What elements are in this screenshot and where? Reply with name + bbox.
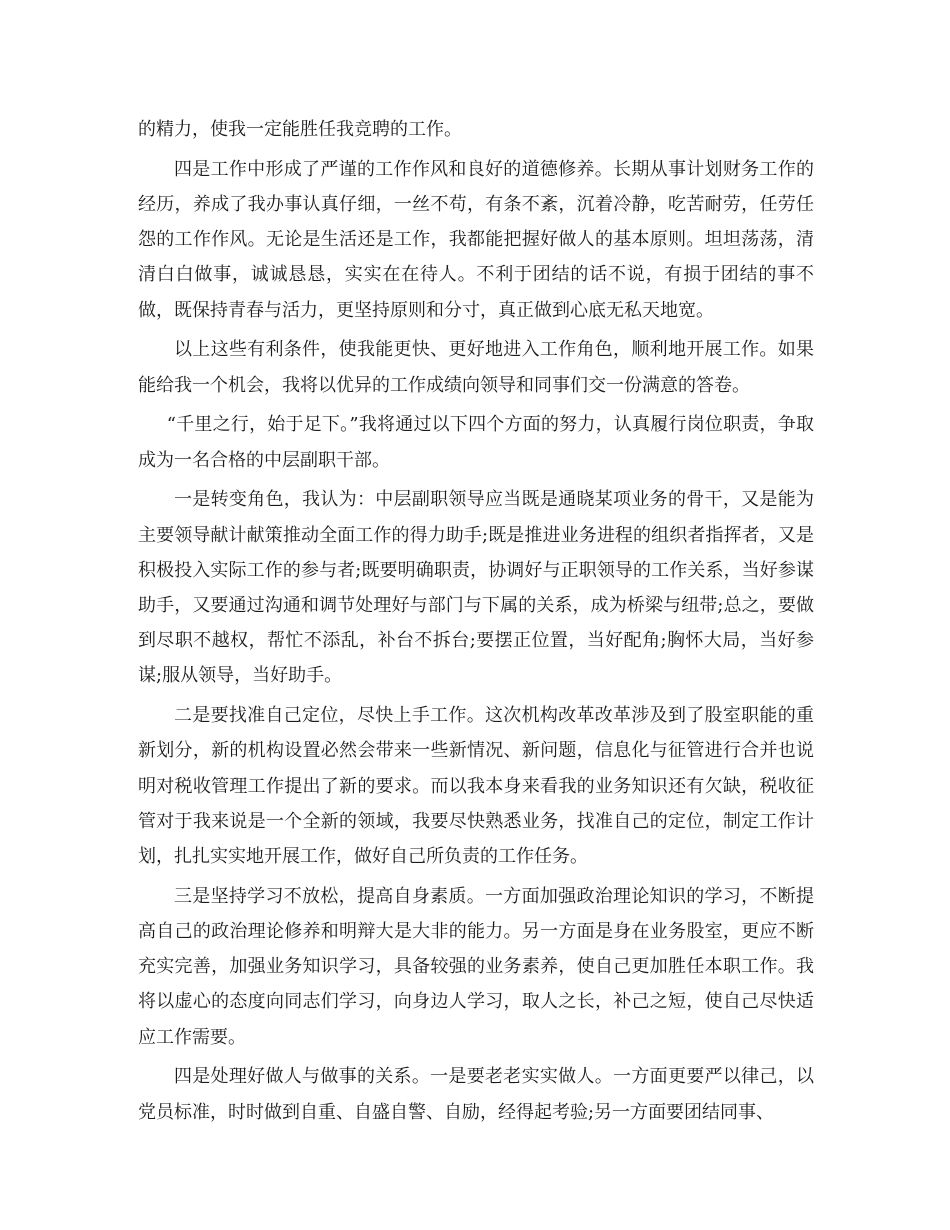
paragraph-continuation: 的精力，使我一定能胜任我竞聘的工作。 [138, 119, 462, 140]
paragraph-find-position: 二是要找准自己定位，尽快上手工作。这次机构改革改革涉及到了股室职能的重新划分，新的机构设置必然会带来一些新情况、新问题，信息化与征管进行合并也说明对税收管理工作提出了新的要求。而以我本身来看我的业务知识还有欠缺，税收征管对于我来说是一个全新的领域，我要尽快熟悉业务，找准自己的定位，制定工作计划，扎扎实实地开展工作，做好自己所负责的工作任务。 [138, 705, 814, 868]
paragraph-journey-quote: “千里之行，始于足下。”我将通过以下四个方面的努力，认真履行岗位职责，争取成为一名合格的中层副职干部。 [138, 414, 814, 471]
paragraph-work-style: 四是工作中形成了严谨的工作作风和良好的道德修养。长期从事计划财务工作的经历，养成了我办事认真仔细，一丝不苟，有条不紊，沉着冷静，吃苦耐劳，任劳任怨的工作作风。无论是生活还是工作，我都能把握好做人的基本原则。坦坦荡荡，清清白白做事，诚诚恳恳，实实在在待人。不利于团结的话不说，有损于团结的事不做，既保持青春与活力，更坚持原则和分寸，真正做到心底无私天地宽。 [138, 158, 814, 321]
paragraph-conduct: 四是处理好做人与做事的关系。一是要老老实实做人。一方面更要严以律己，以党员标准，时时做到自重、自盛自警、自励，经得起考验;另一方面要团结同事、 [138, 1066, 814, 1123]
paragraph-favorable-conditions: 以上这些有利条件，使我能更快、更好地进入工作角色，顺利地开展工作。如果能给我一个机会，我将以优异的工作成绩向领导和同事们交一份满意的答卷。 [138, 339, 814, 396]
paragraph-keep-learning: 三是坚持学习不放松，提高自身素质。一方面加强政治理论知识的学习，不断提高自己的政治理论修养和明辩大是大非的能力。另一方面是身在业务股室，更应不断充实完善，加强业务知识学习，具备较强的业务素养，使自己更加胜任本职工作。我将以虚心的态度向同志们学习，向身边人学习，取人之长，补己之短，使自己尽快适应工作需要。 [138, 885, 814, 1048]
paragraph-role-change: 一是转变角色，我认为：中层副职领导应当既是通晓某项业务的骨干，又是能为主要领导献计献策推动全面工作的得力助手;既是推进业务进程的组织者指挥者，又是积极投入实际工作的参与者;既要明确职责，协调好与正职领导的工作关系，当好参谋助手，又要通过沟通和调节处理好与部门与下属的关系，成为桥梁与纽带;总之，要做到尽职不越权，帮忙不添乱，补台不拆台;要摆正位置，当好配角;胸怀大局，当好参谋;服从领导，当好助手。 [138, 489, 814, 687]
document-body [138, 112, 814, 1134]
